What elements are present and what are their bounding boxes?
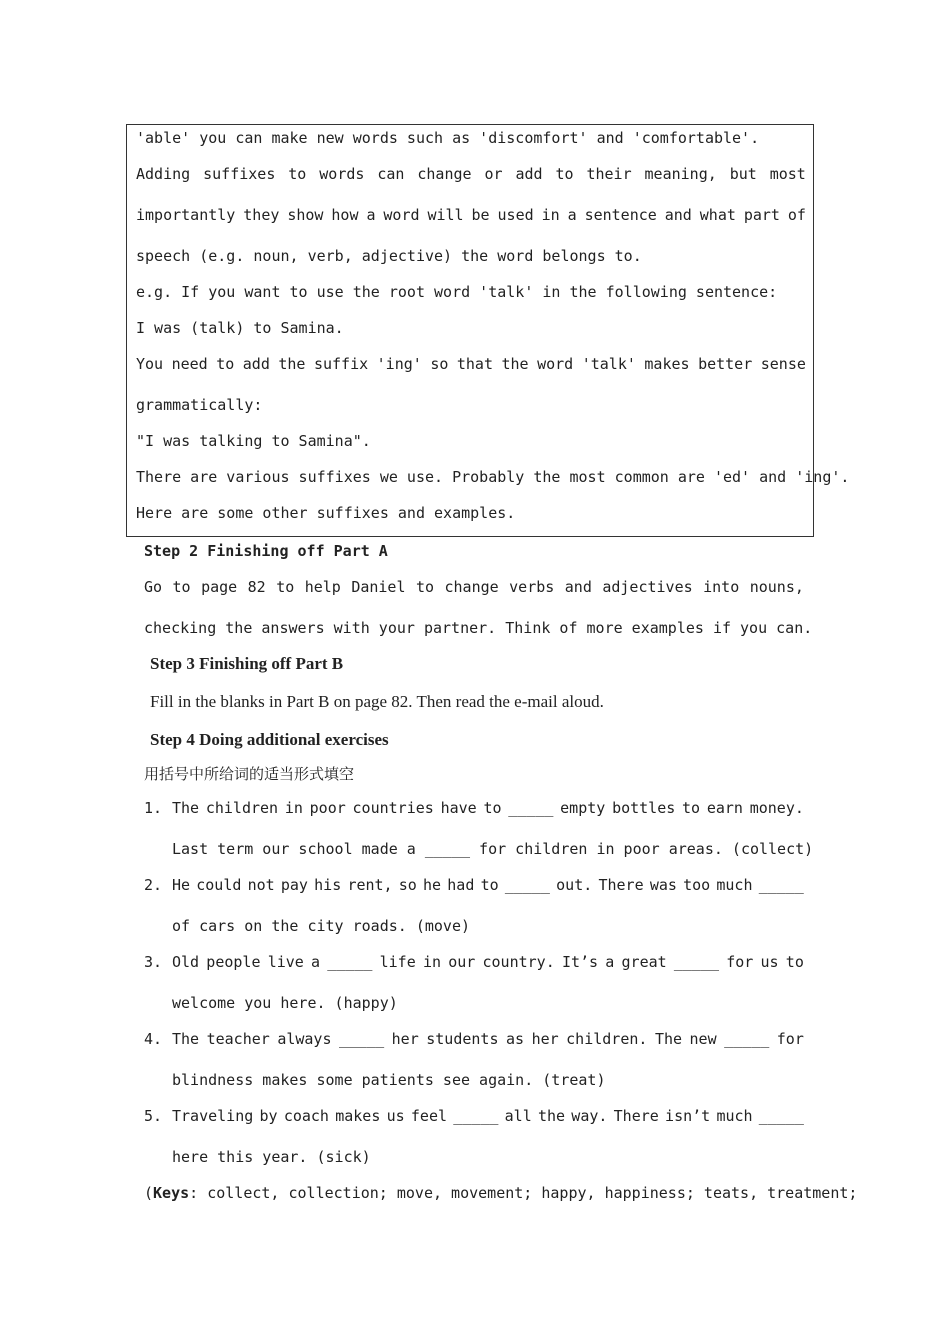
word: our: [448, 953, 476, 971]
word: will: [427, 206, 464, 224]
word: how: [331, 206, 359, 224]
word: words: [319, 165, 365, 183]
word: a: [605, 953, 615, 971]
box-line: grammatically:: [136, 396, 263, 414]
step2-heading: Step 2 Finishing off Part A: [144, 542, 388, 560]
word: suffixes: [203, 165, 276, 183]
step2-line: [144, 578, 804, 596]
word: change: [417, 165, 472, 183]
exercise-number: 3.: [144, 953, 163, 971]
word: great: [621, 953, 667, 971]
word: makes: [644, 355, 690, 373]
word: for: [726, 953, 754, 971]
word: money.: [749, 799, 804, 817]
word: It’s: [561, 953, 599, 971]
word: nouns,: [749, 578, 804, 596]
word: country.: [482, 953, 555, 971]
word: verbs: [509, 578, 555, 596]
word: his: [314, 876, 342, 894]
box-line: [136, 165, 806, 183]
word: _____: [339, 1030, 385, 1048]
exercise-line: [172, 799, 804, 817]
word: countries: [352, 799, 434, 817]
word: sense: [760, 355, 806, 373]
word: or: [484, 165, 503, 183]
word: to: [785, 953, 804, 971]
word: poor: [309, 799, 346, 817]
keys-open: (: [144, 1184, 154, 1202]
word: used: [497, 206, 534, 224]
word: as: [506, 1030, 525, 1048]
word: way.: [571, 1107, 608, 1125]
box-line: speech (e.g. noun, verb, adjective) the word belongs to.: [136, 247, 642, 265]
word: empty: [560, 799, 606, 817]
word: her: [531, 1030, 559, 1048]
exercise-line: blindness makes some patients see again. (treat): [172, 1071, 606, 1089]
word: people: [206, 953, 261, 971]
word: to: [216, 355, 235, 373]
word: help: [304, 578, 341, 596]
word: rent,: [347, 876, 393, 894]
word: suffix: [313, 355, 369, 373]
word: Daniel: [351, 578, 406, 596]
word: so: [398, 876, 417, 894]
exercise-instruction: 用括号中所给词的适当形式填空: [144, 765, 355, 783]
word: to: [480, 876, 499, 894]
exercise-line: [172, 1107, 804, 1125]
word: be: [471, 206, 490, 224]
word: The: [172, 799, 200, 817]
word: us: [386, 1107, 405, 1125]
word: most: [769, 165, 806, 183]
word: children.: [566, 1030, 648, 1048]
word: the: [537, 1107, 566, 1125]
step3-text: Fill in the blanks in Part B on page 82. Then read the e-mail aloud.: [150, 692, 604, 711]
word: her: [391, 1030, 419, 1048]
box-line: 'able' you can make new words such as 'discomfort' and 'comfortable'.: [136, 129, 760, 147]
word: 'ing': [376, 355, 422, 373]
word: of: [787, 206, 806, 224]
word: adjectives: [602, 578, 693, 596]
word: students: [426, 1030, 499, 1048]
word: the: [501, 355, 529, 373]
exercise-number: 5.: [144, 1107, 163, 1125]
word: Traveling: [172, 1107, 254, 1125]
word: in: [541, 206, 560, 224]
keys-text: : collect, collection; move, movement; happy, happiness; teats, treatment;: [189, 1184, 858, 1202]
exercise-number: 2.: [144, 876, 163, 894]
step3-heading: Step 3 Finishing off Part B: [150, 654, 344, 673]
box-line: There are various suffixes we use. Probably the most common are 'ed' and 'ing'.: [136, 468, 850, 486]
word: isn’t: [665, 1107, 711, 1125]
word: _____: [504, 876, 550, 894]
word: show: [287, 206, 324, 224]
word: to: [415, 578, 435, 596]
box-line: e.g. If you want to use the root word 'talk' in the following sentence:: [136, 283, 778, 301]
keys-label: Keys: [153, 1184, 190, 1202]
word: to: [288, 165, 307, 183]
word: 'talk': [581, 355, 636, 373]
word: children: [205, 799, 279, 817]
word: always: [277, 1030, 332, 1048]
word: to: [172, 578, 191, 596]
word: what: [699, 206, 736, 224]
exercise-number: 4.: [144, 1030, 163, 1048]
word: to: [682, 799, 701, 817]
word: much: [716, 1107, 753, 1125]
word: all: [504, 1107, 532, 1125]
step2-line: checking the answers with your partner. Think of more examples if you can.: [144, 619, 813, 637]
word: The: [172, 1030, 200, 1048]
word: earn: [706, 799, 743, 817]
word: and: [564, 578, 592, 596]
word: page: [201, 578, 238, 596]
word: a: [366, 206, 376, 224]
word: and: [664, 206, 692, 224]
word: The: [654, 1030, 683, 1048]
word: He: [172, 876, 191, 894]
word: a: [311, 953, 321, 971]
word: teacher: [206, 1030, 270, 1048]
word: word: [383, 206, 420, 224]
box-line: [136, 206, 806, 224]
word: not: [247, 876, 275, 894]
exercise-line: [172, 876, 804, 894]
word: meaning,: [644, 165, 717, 183]
word: a: [567, 206, 577, 224]
word: add: [515, 165, 543, 183]
word: 82: [247, 578, 266, 596]
word: There: [598, 876, 644, 894]
word: in: [422, 953, 441, 971]
word: out.: [556, 876, 593, 894]
word: can: [377, 165, 405, 183]
word: much: [716, 876, 753, 894]
suffix-explanation-box: [126, 124, 850, 537]
step4-heading: Step 4 Doing additional exercises: [150, 730, 389, 749]
word: Old: [172, 953, 200, 971]
exercise-line: here this year. (sick): [172, 1148, 371, 1166]
word: in: [284, 799, 303, 817]
word: change: [444, 578, 499, 596]
word: _____: [327, 953, 373, 971]
word: us: [760, 953, 779, 971]
word: into: [703, 578, 740, 596]
word: Adding: [136, 165, 191, 183]
word: makes: [335, 1107, 381, 1125]
exercise-line: welcome you here. (happy): [172, 994, 398, 1012]
exercise-line: of cars on the city roads. (move): [172, 917, 471, 935]
word: _____: [758, 876, 804, 894]
word: but: [729, 165, 757, 183]
word: _____: [508, 799, 554, 817]
exercise-line: Last term our school made a _____ for children in poor areas. (collect): [172, 840, 814, 858]
word: add: [242, 355, 270, 373]
word: for: [776, 1030, 804, 1048]
word: so: [430, 355, 449, 373]
answer-keys: [144, 1184, 857, 1202]
word: Go: [144, 578, 163, 596]
word: to: [555, 165, 574, 183]
word: the: [278, 355, 306, 373]
word: could: [196, 876, 242, 894]
word: life: [379, 953, 416, 971]
word: he: [423, 876, 442, 894]
word: to: [483, 799, 502, 817]
word: better: [698, 355, 753, 373]
word: to: [276, 578, 295, 596]
word: that: [456, 355, 493, 373]
word: _____: [453, 1107, 499, 1125]
word: part: [743, 206, 780, 224]
word: pay: [280, 876, 308, 894]
word: sentence: [584, 206, 657, 224]
word: need: [171, 355, 208, 373]
word: _____: [724, 1030, 770, 1048]
word: by: [259, 1107, 278, 1125]
word: too: [683, 876, 711, 894]
exercise-number: 1.: [144, 799, 163, 817]
word: importantly: [136, 206, 236, 224]
box-line: [136, 355, 806, 373]
word: feel: [410, 1107, 448, 1125]
word: new: [689, 1030, 717, 1048]
word: their: [586, 165, 632, 183]
box-line: I was (talk) to Samina.: [136, 319, 344, 337]
exercise-line: [172, 953, 804, 971]
word: have: [440, 799, 477, 817]
word: was: [649, 876, 677, 894]
word: coach: [283, 1107, 329, 1125]
word: _____: [758, 1107, 804, 1125]
exercise-line: [172, 1030, 804, 1048]
word: live: [267, 953, 304, 971]
word: they: [243, 206, 280, 224]
word: _____: [673, 953, 720, 971]
word: had: [447, 876, 475, 894]
word: bottles: [612, 799, 676, 817]
word: You: [136, 355, 164, 373]
word: word: [537, 355, 574, 373]
box-line: "I was talking to Samina".: [136, 432, 371, 450]
word: There: [613, 1107, 659, 1125]
box-line: Here are some other suffixes and examples.: [136, 504, 516, 522]
